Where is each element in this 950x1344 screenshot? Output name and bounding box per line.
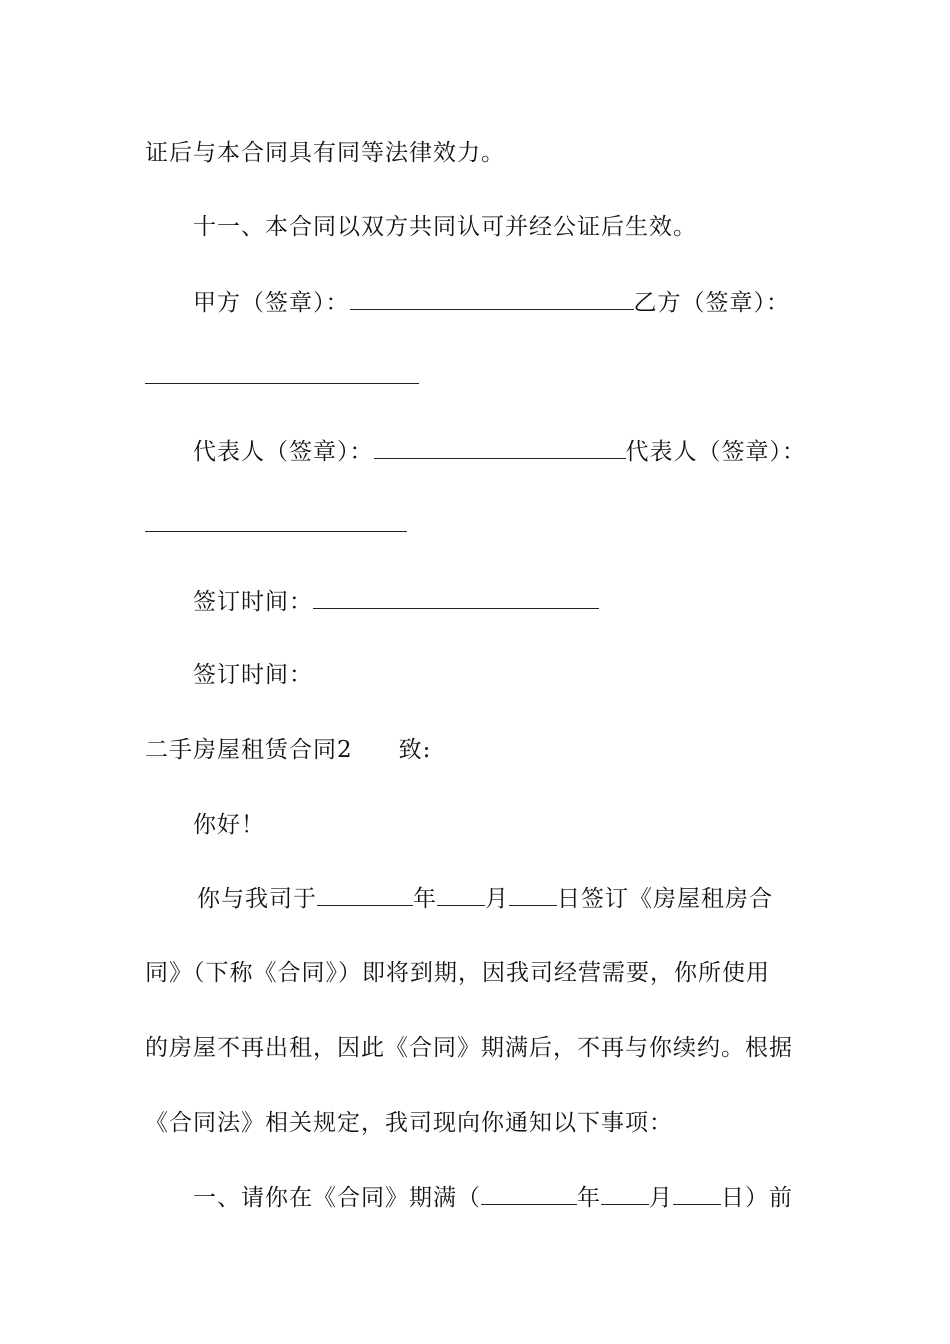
- item-day-blank: [673, 1182, 721, 1205]
- day-blank: [509, 883, 557, 906]
- rep-b-signature-blank: [145, 531, 407, 532]
- item-one-line: 一、请你在《合同》期满（ 年 月 日）前: [193, 1182, 793, 1213]
- party-a-signature-blank: [350, 287, 634, 310]
- month-blank: [437, 883, 485, 906]
- rep-b-label: 代表人（签章）：: [625, 439, 806, 465]
- body-line-1: 你与我司于 年 月 日签订《房屋租房合: [197, 883, 773, 914]
- party-signature-line: [193, 287, 790, 318]
- clause-eleven: 十一、本合同以双方共同认可并经公证后生效。: [193, 214, 697, 240]
- greeting: 你好！: [193, 812, 265, 838]
- body-line-4: 《合同法》相关规定，我司现向你通知以下事项：: [145, 1110, 673, 1136]
- signing-date-label-2: 签订时间：: [193, 662, 313, 688]
- signing-date-line: [193, 586, 599, 617]
- rep-a-signature-blank: [374, 436, 626, 459]
- rep-a-label: 代表人（签章）：: [193, 439, 374, 465]
- party-b-label: 乙方（签章）：: [633, 290, 790, 316]
- paragraph-line: 证后与本合同具有同等法律效力。: [145, 140, 505, 166]
- contract-heading: 二手房屋租赁合同2: [145, 737, 353, 763]
- body-line-3: 的房屋不再出租，因此《合同》期满后，不再与你续约。根据: [145, 1035, 793, 1061]
- item-month-blank: [601, 1182, 649, 1205]
- contract-heading-line: [145, 735, 431, 765]
- party-a-label: 甲方（签章）：: [193, 290, 350, 316]
- party-b-signature-blank: [145, 383, 419, 384]
- item-year-blank: [481, 1182, 577, 1205]
- year-blank: [317, 883, 413, 906]
- representative-signature-line: [193, 436, 806, 467]
- body-line-2: 同》（下称《合同》）即将到期，因我司经营需要，你所使用: [145, 960, 770, 986]
- recipient-label: 致:: [398, 737, 432, 763]
- signing-date-blank: [313, 586, 599, 609]
- signing-date-label: 签订时间：: [193, 589, 313, 615]
